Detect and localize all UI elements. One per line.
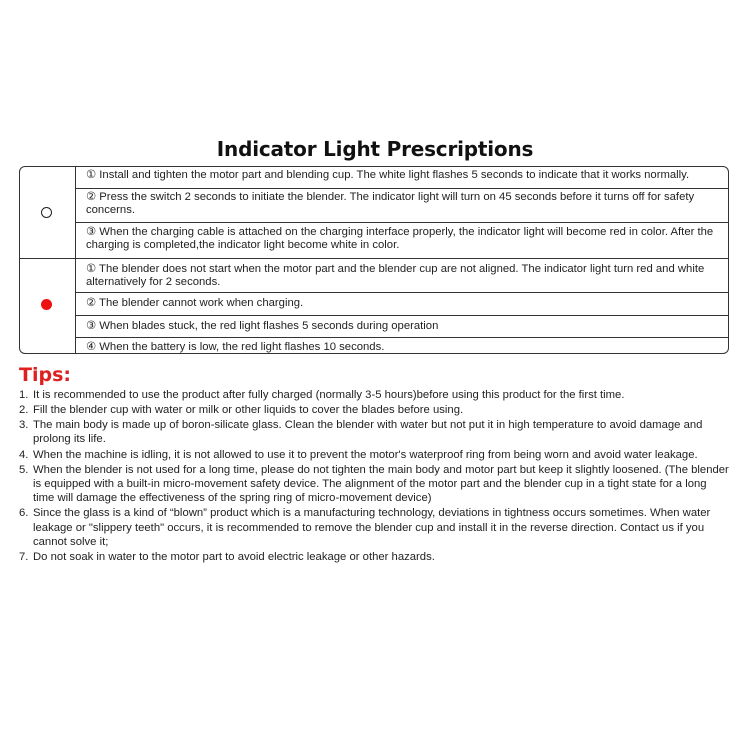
tip-item [19,388,731,402]
tip-text: It is recommended to use the product after fully charged (normally 3-5 hours)before using this product for the first time. [33,389,625,401]
red-light-row-4: ④ When the battery is low, the red light flashes 10 seconds. [86,341,385,353]
tip-item [19,550,731,564]
red-light-row-2: ② The blender cannot work when charging. [76,293,728,316]
white-light-icon [41,207,52,218]
tip-number: 6. [19,507,29,520]
tip-text: Fill the blender cup with water or milk or other liquids to cover the blades before using. [33,404,464,417]
tip-text: The main body is made up of boron-silicate glass. Clean the blender with water but not put it in high temperature to avoid damage and prolong its life. [33,419,703,446]
tips-list [19,388,731,565]
red-light-group [20,259,728,354]
white-light-group [20,167,728,259]
tips-heading: Tips: [19,364,71,386]
tip-number: 7. [19,551,29,564]
tip-text: Do not soak in water to the motor part to avoid electric leakage or other hazards. [33,551,435,564]
tip-item [19,418,731,447]
tip-number: 5. [19,463,29,476]
red-light-icon-cell [20,259,76,354]
tip-text: When the machine is idling, it is not allowed to use it to prevent the motor's waterproof ring from being worn and avoid water leakage. [33,448,698,461]
white-light-row-3: ③ When the charging cable is attached on the charging interface properly, the indicator light will become red in color. After the charging is completed,the indicator light become white in color. [86,226,714,251]
indicator-light-table [19,166,729,354]
red-light-icon [41,299,52,310]
page-title: Indicator Light Prescriptions [216,137,534,161]
tip-item [19,448,731,462]
tip-number: 2. [19,404,29,417]
tip-number: 1. [19,389,29,401]
tip-item [19,506,731,549]
tip-number: 3. [19,419,29,432]
red-light-row-1: ① The blender does not start when the motor part and the blender cup are not aligned. The indicator light turn red and white alternatively for 2 seconds. [76,259,728,293]
tip-number: 4. [19,448,29,461]
white-light-row-1: ① Install and tighten the motor part and blending cup. The white light flashes 5 seconds to indicate that it works normally. [76,167,728,189]
tip-text: When the blender is not used for a long time, please do not tighten the main body and motor part but keep it slightly loosened. (The blender is equipped with a built-in micro-movement safety device. The alignment of the motor part and the blender cup in a tight state for a long time will damage the effectiveness of the spring ring of micro-movement device) [33,463,729,505]
tip-item [19,403,731,417]
white-light-row-2: ② Press the switch 2 seconds to initiate the blender. The indicator light will turn on 45 seconds before it turns off for safety concerns. [76,189,728,223]
white-light-icon-cell [20,167,76,258]
tip-item [19,463,731,506]
tip-text: Since the glass is a kind of “blown” product which is a manufacturing technology, deviations in tightness occurs sometimes. When water leakage or "slippery teeth" occurs, it is recommended to remove the blender cup and install it in the reverse direction. Contact us if you cannot solve it; [33,507,711,548]
red-light-row-3: ③ When blades stuck, the red light flashes 5 seconds during operation [76,316,728,338]
